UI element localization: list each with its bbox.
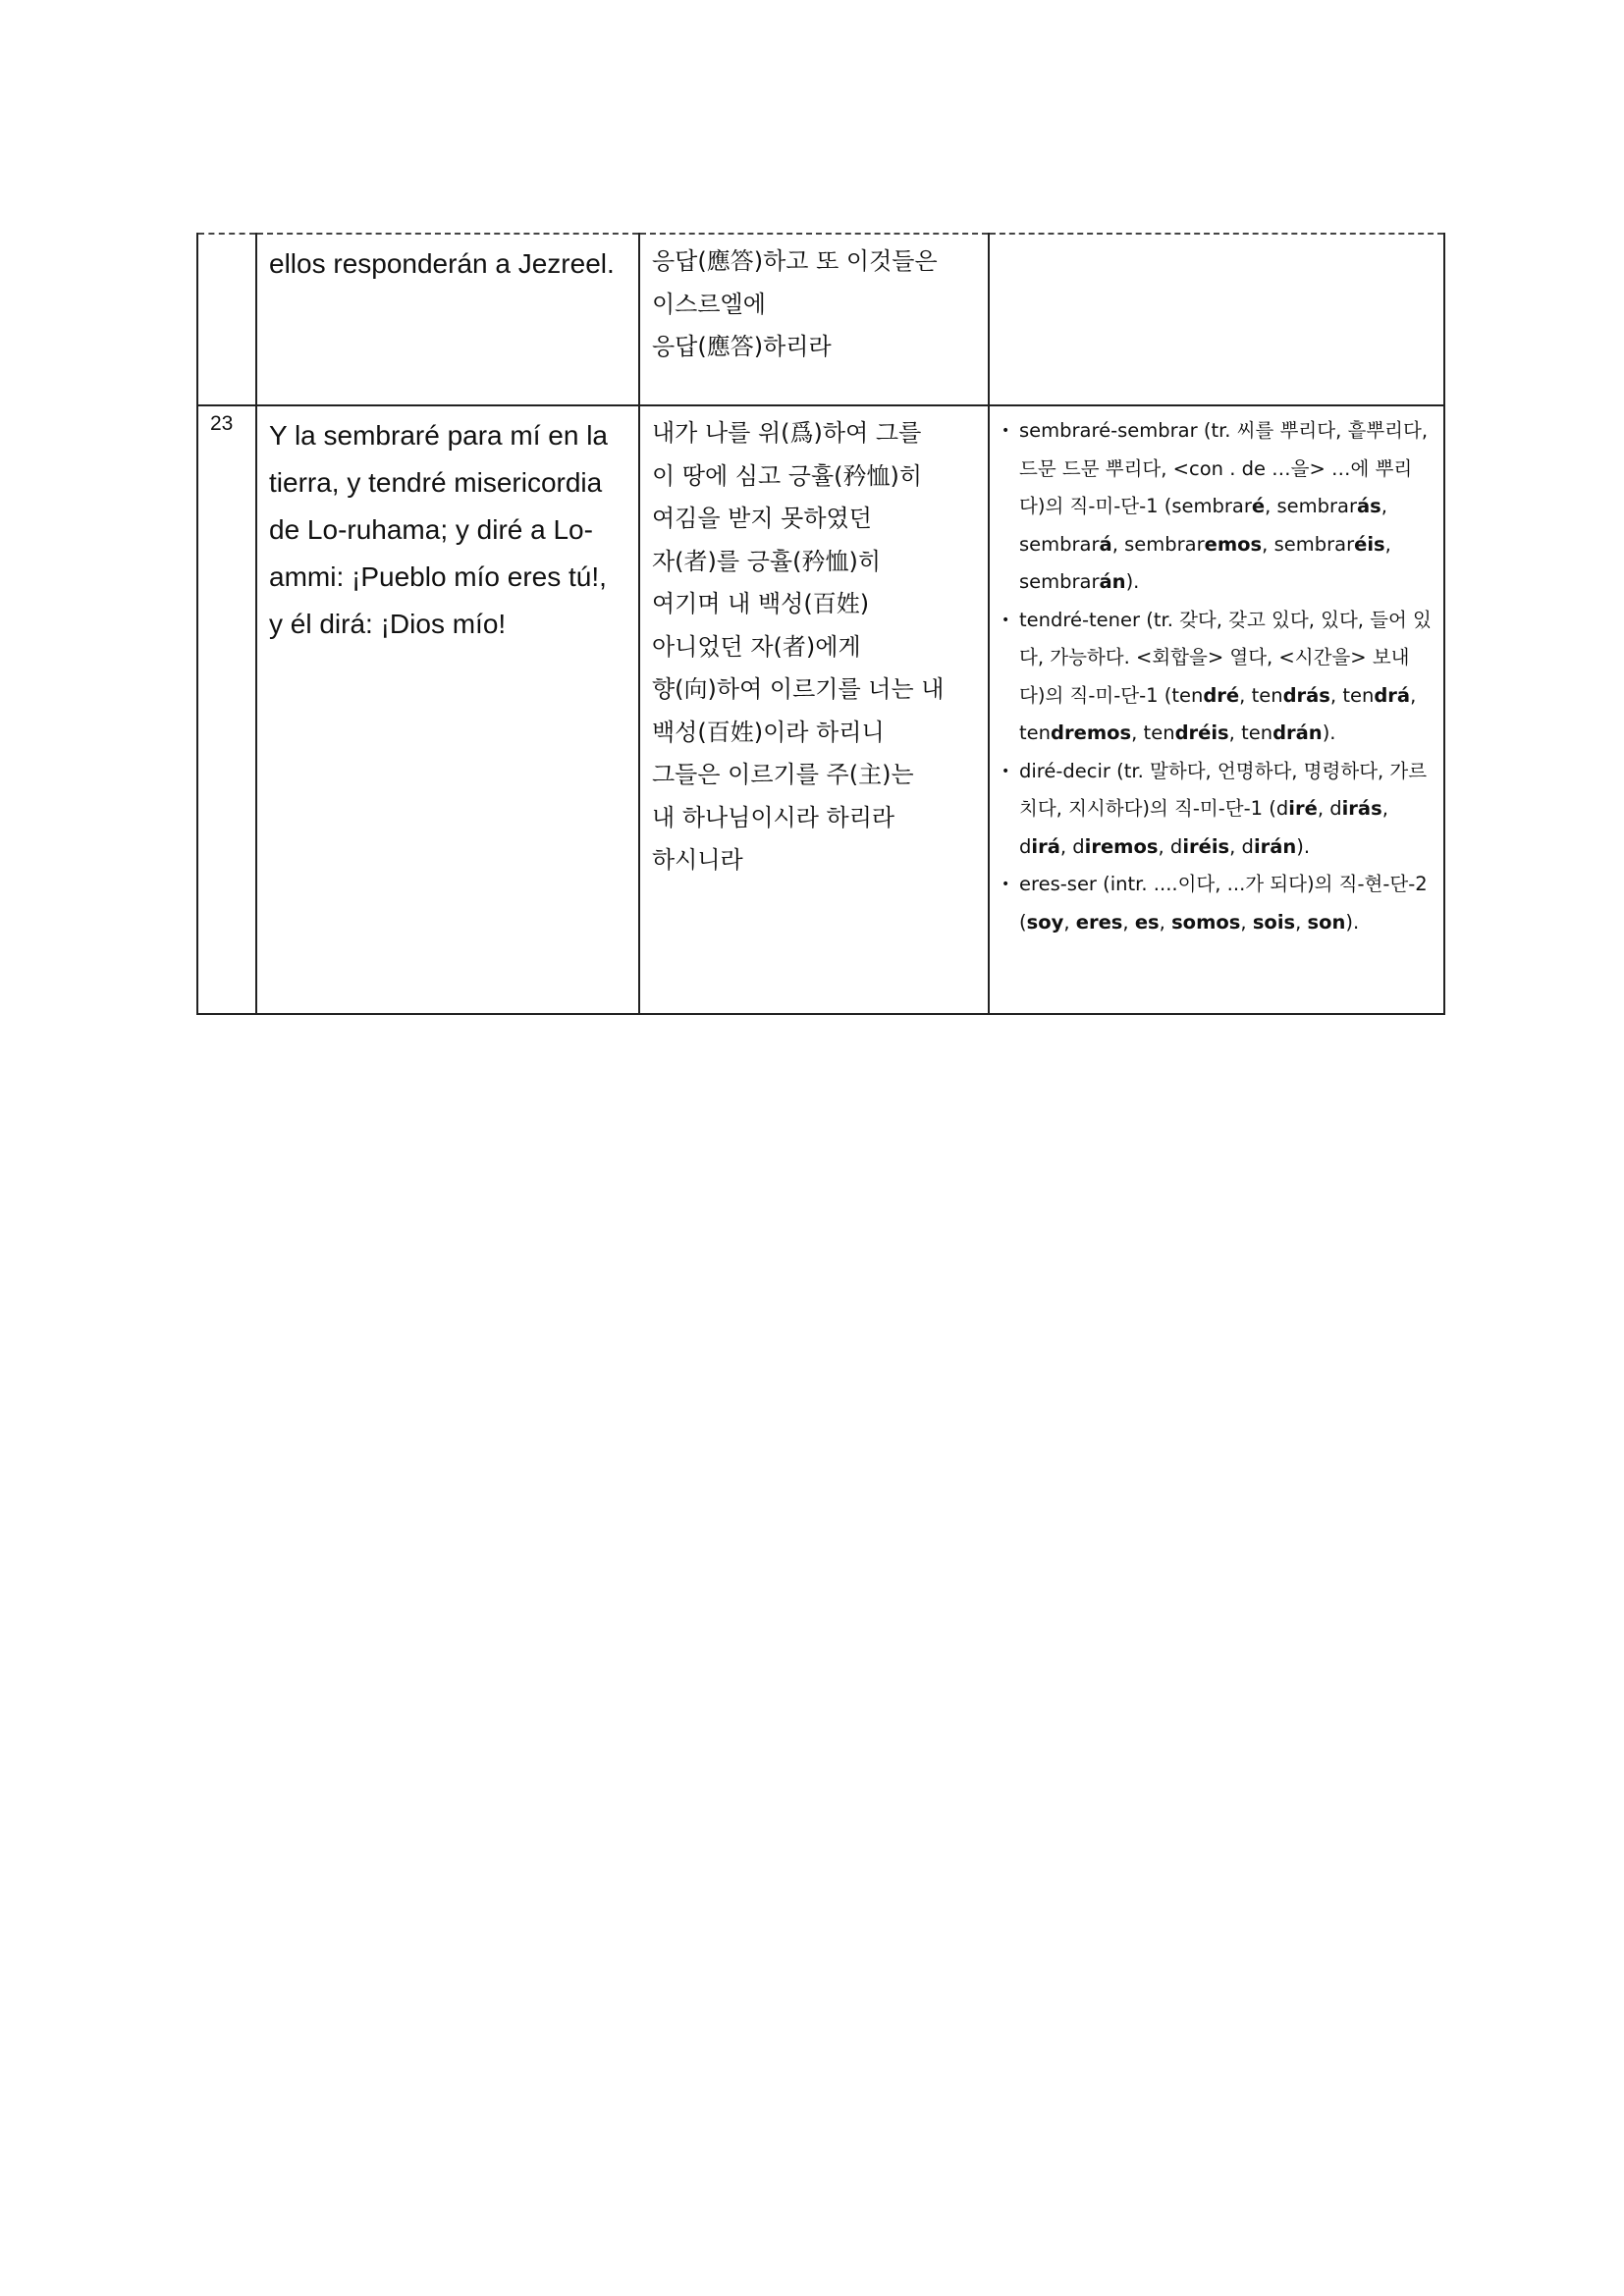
korean-line: 응답(應答)하고 또 이것들은 (652, 247, 938, 275)
korean-line: 아니었던 자(者)에게 (652, 632, 861, 661)
conjugation-form (1276, 495, 1380, 517)
korean-line: 자(者)를 긍휼(矜恤)히 (652, 547, 882, 575)
conjugation-form (1019, 570, 1126, 593)
conjugation-ending: dré (1203, 683, 1240, 707)
conjugation-ending: son (1307, 910, 1346, 934)
glossary-close: ). (1322, 721, 1336, 744)
conjugation-stem: ten (1143, 721, 1175, 744)
korean-line: 여김을 받지 못하였던 (652, 505, 872, 532)
conjugation-form (1072, 835, 1158, 858)
conjugation-stem: sembrar (1171, 495, 1252, 517)
glossary-lead: diré-decir (tr. 말하다, 언명하다, 명령하다, 가르치다, 지시하다)의 직-미-단-1 ( (1019, 759, 1428, 820)
verse-number-cell: 23 (197, 405, 256, 1014)
korean-line: 이 땅에 심고 긍휼(矜恤)히 (652, 461, 923, 490)
conjugation-form (1329, 797, 1381, 820)
conjugation-stem: d (1169, 834, 1183, 858)
conjugation-stem: ten (1019, 721, 1052, 744)
conjugation-ending: drá (1374, 683, 1411, 707)
korean-line: 내가 나를 위(爲)하여 그를 (652, 419, 922, 447)
spanish-text-cell: ellos responderán a Jezreel. (256, 234, 639, 405)
korean-line: 향(向)하여 이르기를 너는 내 (652, 675, 945, 703)
korean-line: 내 하나님이시라 하리라 (652, 803, 895, 831)
conjugation-stem: sembrar (1124, 532, 1205, 556)
conjugation-stem: sembrar (1019, 532, 1100, 556)
conjugation-ending: iremos (1084, 834, 1159, 858)
conjugation-form (1027, 911, 1064, 934)
conjugation-ending: emos (1204, 532, 1263, 556)
conjugation-ending: án (1099, 570, 1126, 593)
conjugation-form (1242, 835, 1297, 858)
conjugation-stem: sembrar (1273, 532, 1355, 556)
conjugation-form (1252, 684, 1330, 707)
conjugation-ending: eres (1075, 910, 1123, 934)
korean-line: 그들은 이르기를 주(主)는 (652, 761, 914, 788)
verse-number-cell (197, 234, 256, 405)
conjugation-form (1274, 533, 1385, 556)
glossary-close: ). (1345, 910, 1360, 934)
conjugation-form (1342, 684, 1410, 707)
conjugation-form (1171, 911, 1240, 934)
conjugation-form (1171, 684, 1239, 707)
conjugation-stem: d (1019, 834, 1032, 858)
conjugation-ending: éis (1354, 532, 1385, 556)
conjugation-stem: ten (1241, 721, 1273, 744)
conjugation-ending: drás (1282, 683, 1330, 707)
korean-line: 하시니라 (652, 846, 743, 874)
conjugation-stem: d (1275, 797, 1289, 820)
conjugation-ending: sois (1252, 910, 1296, 934)
conjugation-form (1170, 835, 1229, 858)
glossary-cell (989, 234, 1444, 405)
korean-text-cell (639, 405, 989, 1014)
conjugation-form (1241, 721, 1323, 744)
glossary-lead: eres-ser (intr. ....이다, ...가 되다)의 직-현-단-2 ( (1019, 873, 1428, 934)
conjugation-form (1019, 533, 1112, 556)
table-row (197, 234, 1444, 405)
glossary-lead: tendré-tener (tr. 갖다, 갖고 있다, 있다, 들어 있다, 가능하다. <회합을> 열다, <시간을> 보내다)의 직-미-단-1 ( (1019, 608, 1432, 707)
conjugation-stem: ten (1342, 683, 1375, 707)
glossary-lead: sembraré-sembrar (tr. 씨를 뿌리다, 흩뿌리다, 드문 드문 뿌리다, <con . de …을> …에 뿌리다)의 직-미-단-1 ( (1019, 419, 1429, 517)
glossary-entry: • sembraré-sembrar (tr. 씨를 뿌리다, 흩뿌리다, 드문 드문 뿌리다, <con . de …을> …에 뿌리다)의 직-미-단-1 (sembraré, sembrarás, sembrará, sembraremos, sembraréis, sembrarán). (1001, 412, 1432, 602)
conjugation-ending: é (1251, 495, 1266, 517)
conjugation-form (1308, 911, 1346, 934)
conjugation-ending: es (1134, 910, 1160, 934)
conjugation-ending: somos (1171, 910, 1241, 934)
korean-line: 응답(應答)하리라 (652, 333, 832, 360)
conjugation-form (1276, 797, 1318, 820)
conjugation-stem: d (1329, 797, 1342, 820)
korean-line: 백성(百姓)이라 하리니 (652, 718, 885, 746)
verse-table (196, 233, 1445, 1015)
conjugation-ending: iré (1288, 797, 1318, 820)
conjugation-stem: sembrar (1276, 495, 1357, 517)
table-row (197, 405, 1444, 1014)
conjugation-form (1253, 911, 1295, 934)
conjugation-ending: soy (1026, 910, 1064, 934)
glossary-close: ). (1125, 570, 1140, 593)
korean-text-cell (639, 234, 989, 405)
conjugation-form (1135, 911, 1160, 934)
glossary-close: ). (1296, 834, 1311, 858)
glossary-entry: • tendré-tener (tr. 갖다, 갖고 있다, 있다, 들어 있다, 가능하다. <회합을> 열다, <시간을> 보내다)의 직-미-단-1 (tendré, tendrás, tendrá, tendremos, tendréis, tendrán). (1001, 602, 1432, 753)
conjugation-ending: á (1099, 532, 1112, 556)
korean-line: 이스르엘에 (652, 290, 766, 318)
conjugation-form (1076, 911, 1123, 934)
conjugation-ending: dremos (1051, 721, 1132, 744)
korean-line: 여기며 내 백성(百姓) (652, 590, 870, 617)
conjugation-ending: irá (1031, 834, 1060, 858)
conjugation-ending: irás (1341, 797, 1382, 820)
conjugation-ending: dréis (1174, 721, 1229, 744)
conjugation-ending: ás (1357, 495, 1381, 517)
conjugation-stem: ten (1171, 683, 1204, 707)
conjugation-ending: iréis (1182, 834, 1230, 858)
conjugation-stem: d (1072, 834, 1085, 858)
conjugation-form (1144, 721, 1229, 744)
conjugation-stem: ten (1251, 683, 1283, 707)
conjugation-ending: drán (1272, 721, 1323, 744)
glossary-entry: • eres-ser (intr. ....이다, ...가 되다)의 직-현-단-2 (soy, eres, es, somos, sois, son). (1001, 866, 1432, 941)
conjugation-ending: irán (1253, 834, 1297, 858)
conjugation-form (1124, 533, 1262, 556)
conjugation-form (1019, 721, 1131, 744)
conjugation-form (1019, 835, 1060, 858)
spanish-text-cell: Y la sembraré para mí en la tierra, y tendré misericordia de Lo-ruhama; y diré a Lo-ammi: ¡Pueblo mío eres tú!, y él dirá: ¡Dios mío! (256, 405, 639, 1014)
conjugation-stem: sembrar (1019, 570, 1100, 593)
glossary-cell (989, 405, 1444, 1014)
conjugation-stem: d (1241, 834, 1254, 858)
conjugation-form (1171, 495, 1265, 517)
glossary-entry: • diré-decir (tr. 말하다, 언명하다, 명령하다, 가르치다, 지시하다)의 직-미-단-1 (diré, dirás, dirá, diremos, diréis, dirán). (1001, 753, 1432, 867)
